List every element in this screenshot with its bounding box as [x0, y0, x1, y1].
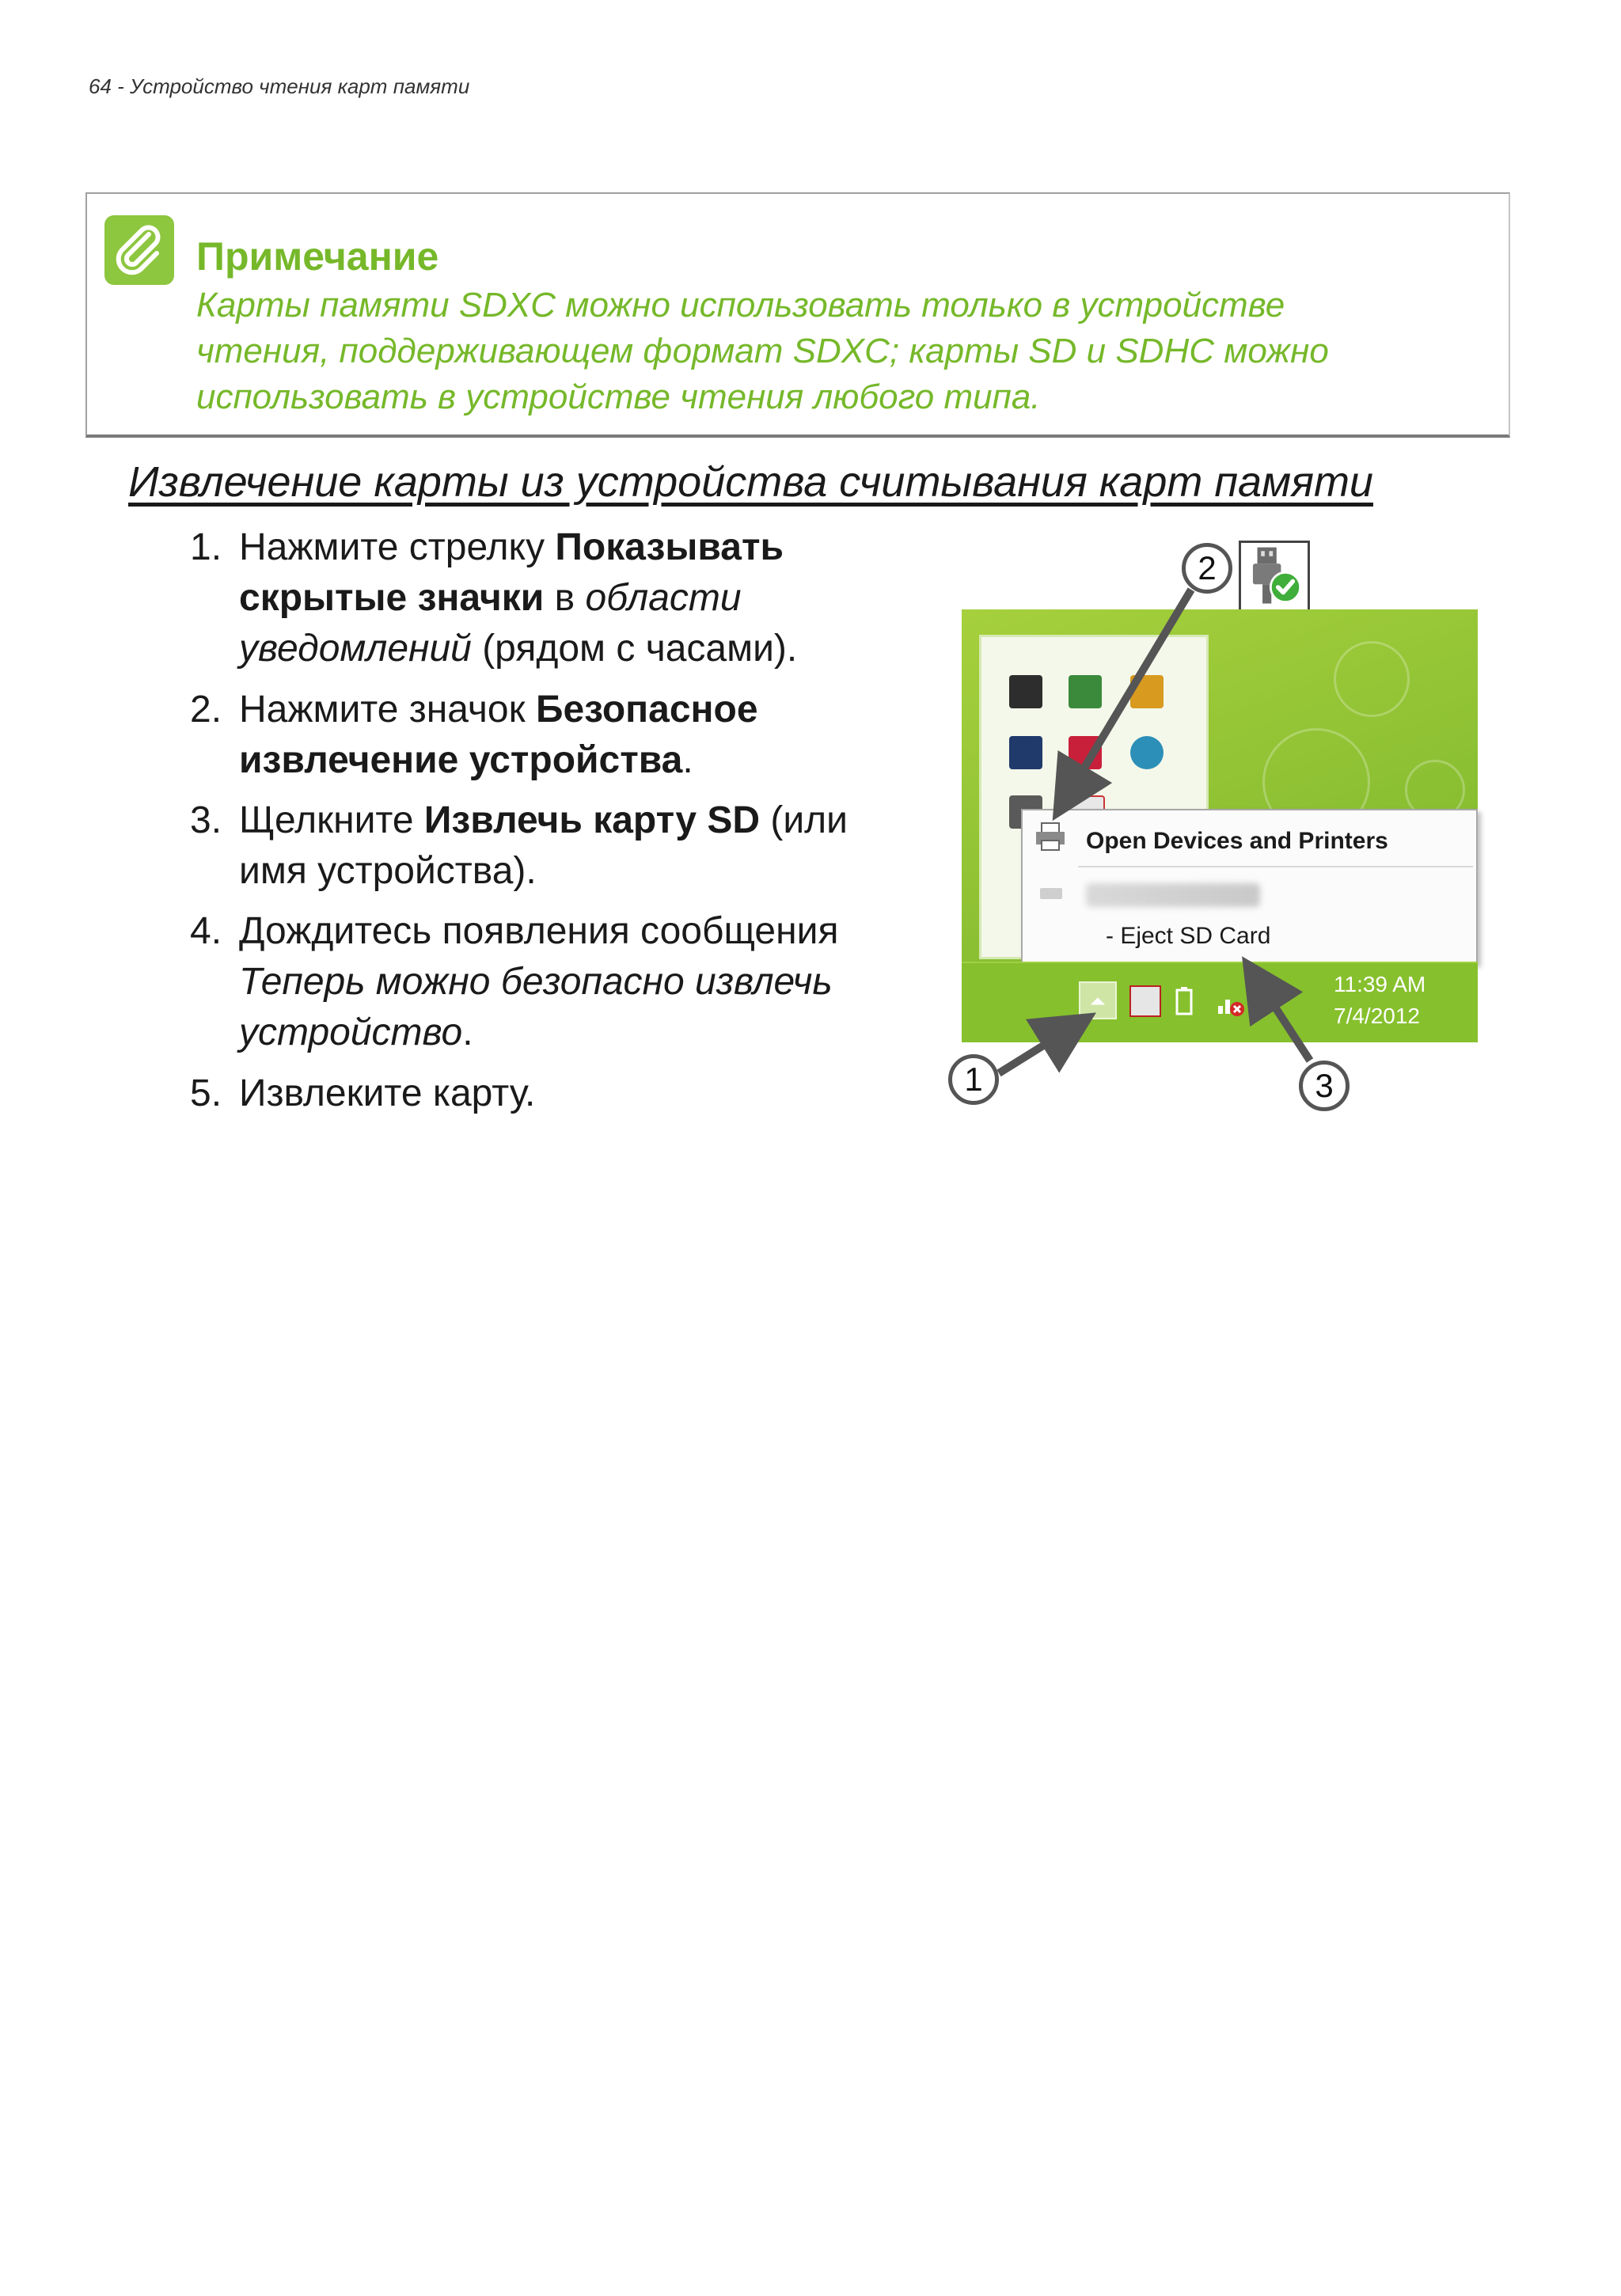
callout-number: 2 [1182, 543, 1232, 594]
note-line: Карты памяти SDXC можно использовать только в устройстве [196, 286, 1285, 324]
step-text: (или имя устройства). [239, 799, 848, 892]
step-text: Нажмите значок [239, 689, 536, 731]
step-number: 5. [190, 1072, 222, 1114]
clock-date[interactable]: 7/4/2012 [1334, 1004, 1420, 1028]
callout-number: 1 [948, 1054, 999, 1105]
callout-number: 3 [1299, 1061, 1350, 1111]
section-heading: Извлечение карты из устройства считывания карт памяти [128, 458, 1373, 506]
paperclip-icon [104, 215, 174, 285]
step-number: 1. [190, 526, 222, 568]
step-number: 4. [190, 910, 222, 952]
step-text: . [462, 1011, 473, 1053]
step-italic: области уведомлений [239, 577, 742, 670]
tray-app-icon[interactable] [1130, 736, 1164, 769]
step-bold: Показывать скрытые значки [239, 526, 784, 619]
step-text: Щелкните [239, 799, 424, 841]
note-line: использовать в устройстве чтения любого типа. [196, 378, 1041, 416]
step-bold: Извлечь карту SD [423, 799, 761, 841]
step-number: 3. [190, 799, 222, 841]
decorative-shape [1334, 641, 1410, 717]
step-text: Нажмите стрелку [239, 526, 556, 568]
tray-app-icon[interactable] [1069, 675, 1102, 708]
note-title: Примечание [196, 234, 439, 279]
note-line: чтения, поддерживающем формат SDXC; карты SD и SDHC можно [196, 332, 1329, 370]
step-text: Дождитесь появления сообщения [239, 910, 839, 952]
network-disconnected-icon[interactable] [1215, 985, 1247, 1017]
step-number: 2. [190, 689, 222, 731]
battery-icon[interactable] [1169, 985, 1201, 1017]
step-text: (рядом с часами). [471, 628, 798, 670]
tray-screenshot [962, 609, 1478, 1041]
clock-time[interactable]: 11:39 AM [1334, 972, 1426, 996]
menu-item-open-devices[interactable]: Open Devices and Printers [1086, 828, 1388, 854]
volume-icon[interactable] [1256, 985, 1288, 1017]
step-italic: Теперь можно безопасно извлечь устройство [239, 961, 833, 1053]
tray-app-icon[interactable] [1009, 736, 1042, 769]
context-menu [1021, 809, 1478, 964]
security-icon[interactable] [1129, 985, 1161, 1017]
blurred-device-name [1086, 883, 1260, 907]
running-header: 64 - Устройство чтения карт памяти [89, 74, 470, 98]
menu-item-eject-sd[interactable]: - Eject SD Card [1106, 923, 1271, 949]
printer-icon [1034, 822, 1069, 852]
tray-app-icon[interactable] [1069, 736, 1102, 769]
show-hidden-icons-button[interactable] [1079, 981, 1117, 1019]
note-text [196, 283, 1494, 420]
tray-app-icon[interactable] [1130, 675, 1164, 708]
step-text: в [544, 577, 586, 619]
step-bold: Безопасное извлечение устройства [239, 689, 758, 781]
menu-separator [1078, 866, 1473, 867]
safe-remove-hardware-icon [1239, 541, 1310, 612]
usb-device-icon [1034, 879, 1069, 909]
step-text: . [682, 739, 693, 781]
step-text: Извлеките карту. [239, 1072, 536, 1114]
note-box [85, 192, 1510, 438]
tray-app-icon[interactable] [1009, 675, 1042, 708]
